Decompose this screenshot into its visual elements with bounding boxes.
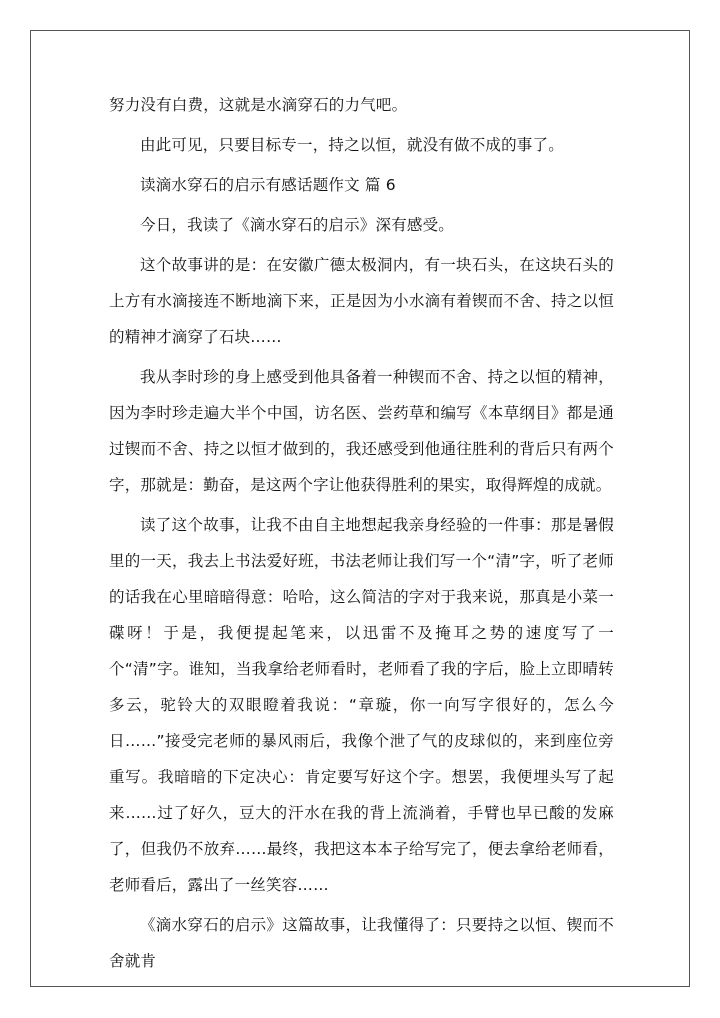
- paragraph: 今日，我读了《滴水穿石的启示》深有感受。: [140, 216, 455, 234]
- paragraph: 我从李时珍的身上感受到他具备着一种锲而不舍、持之以恒的精神，因为李时珍走遍大半个中国，访名医、尝药草和编写《本草纲目》都是通过锲而不舍、持之以恒才做到的，我还感受到他通往胜利的背后只有两个字，那就是：勤奋，是这两个字让他获得胜利的果实，取得辉煌的成就。: [109, 368, 614, 494]
- paragraph: 读了这个故事，让我不由自主地想起我亲身经验的一件事：那是暑假里的一天，我去上书法爱好班，书法老师让我们写一个“清”字，听了老师的话我在心里暗暗得意：哈哈，这么简洁的字对于我来说，那真是小菜一碟呀！于是，我便提起笔来，以迅雷不及掩耳之势的速度写了一个“清”字。谁知，当我拿给老师看时，老师看了我的字后，脸上立即晴转多云，驼铃大的双眼瞪着我说：“章璇，你一向写字很好的，怎么今日……”接受完老师的暴风雨后，我像个泄了气的皮球似的，来到座位旁重写。我暗暗的下定决心：肯定要写好这个字。想罢，我便埋头写了起来……过了好久，豆大的汗水在我的背上流淌着，手臂也早已酸的发麻了，但我仍不放弃……最终，我把这本本子给写完了，便去拿给老师看，老师看后，露出了一丝笑容……: [109, 516, 614, 894]
- section-heading: 读滴水穿石的启示有感话题作文 篇 6: [140, 176, 396, 194]
- paragraph: 这个故事讲的是：在安徽广德太极洞内，有一块石头，在这块石头的上方有水滴接连不断地滴下来，正是因为小水滴有着锲而不舍、持之以恒的精神才滴穿了石块……: [109, 256, 614, 346]
- paragraph: 《滴水穿石的启示》这篇故事，让我懂得了：只要持之以恒、锲而不舍就肯: [109, 916, 614, 970]
- document-page: [30, 30, 690, 987]
- paragraph: 由此可见，只要目标专一，持之以恒，就没有做不成的事了。: [140, 136, 564, 154]
- paragraph: 努力没有白费，这就是水滴穿石的力气吧。: [109, 96, 408, 114]
- document-body: [109, 87, 614, 979]
